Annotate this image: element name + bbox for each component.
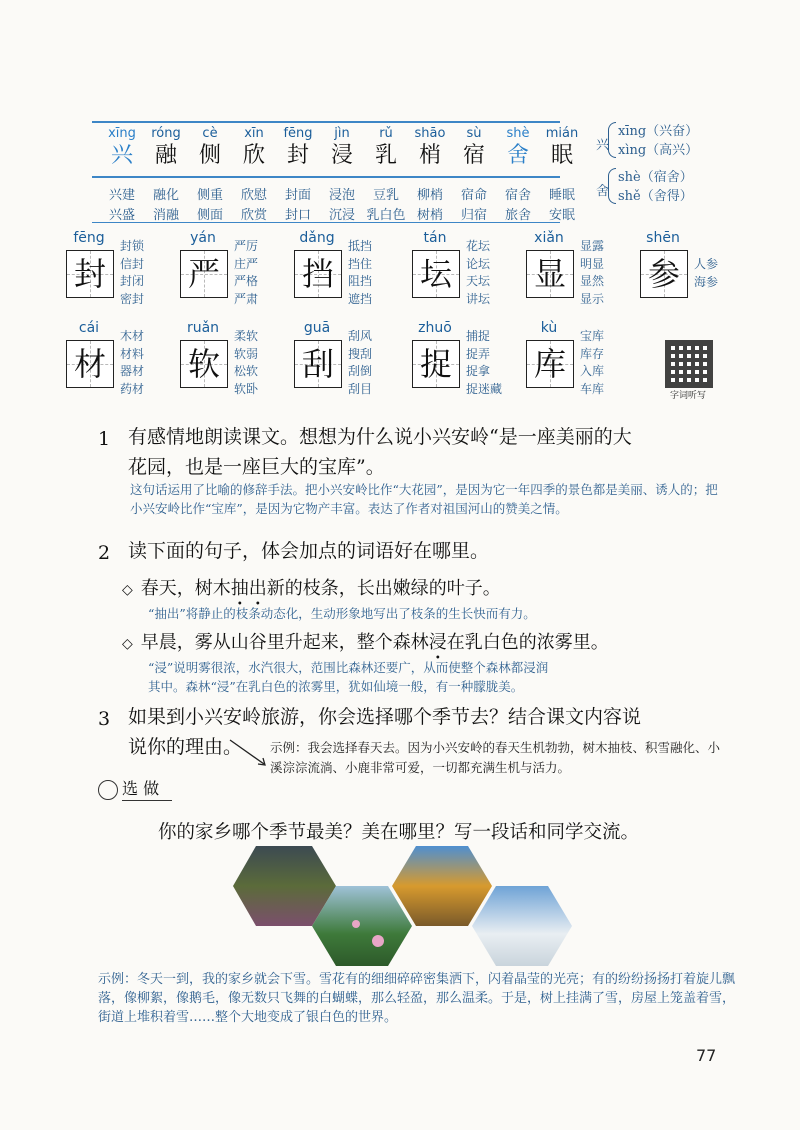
char-cell xyxy=(452,126,496,170)
pinyin: shè xyxy=(506,126,530,141)
vocab-word: 入库 xyxy=(580,364,605,378)
char-cell xyxy=(232,126,276,170)
vocab-word: 严格 xyxy=(234,274,259,288)
hanzi: 梢 xyxy=(418,143,441,168)
pinyin: shēn xyxy=(646,230,680,246)
pen-circle-icon xyxy=(98,780,118,800)
hexagon-photo-collage xyxy=(228,846,588,966)
vocab-word: 宿命 xyxy=(460,188,487,203)
char-cell xyxy=(540,126,584,170)
answer-3: 示例：我会选择春天去。因为小兴安岭的春天生机勃勃，树木抽枝、积雪融化、小溪淙淙流淌、小鹿非常可爱，一切都充满生机与活力。 xyxy=(270,740,721,775)
optional-label xyxy=(98,776,159,800)
vocab-word: 车库 xyxy=(580,381,605,396)
pinyin: tán xyxy=(423,230,447,246)
sentence-text: 春天，树木 xyxy=(140,578,231,599)
question-number: 3 xyxy=(98,708,111,730)
vocab-word: 柳梢 xyxy=(416,188,443,203)
pinyin: xiǎn xyxy=(534,230,564,246)
vocab-word: 明显 xyxy=(580,256,605,271)
vocab-word: 阻挡 xyxy=(348,274,373,288)
hanzi: 刮 xyxy=(301,345,334,383)
char-cell xyxy=(364,126,408,170)
vocab-word: 软卧 xyxy=(234,381,259,396)
vocab-word: 严肃 xyxy=(234,291,259,306)
polyphone-char: 舍 xyxy=(596,184,610,199)
vocab-word: 严厉 xyxy=(234,239,259,253)
hanzi: 坛 xyxy=(419,255,452,293)
words-row-2 xyxy=(100,204,584,223)
tian-grid-box xyxy=(66,340,114,388)
tian-grid-box xyxy=(180,250,228,298)
pinyin: xīng xyxy=(108,126,136,141)
pinyin: róng xyxy=(151,126,181,141)
char-cell xyxy=(188,126,232,170)
polyphone-reading: xìng（高兴） xyxy=(618,143,699,158)
tian-grid-box xyxy=(180,340,228,388)
pinyin: jìn xyxy=(334,126,350,141)
tian-grid-box xyxy=(640,250,688,298)
answer-line: “浸”说明雾很浓，水汽很大，范围比森林还要广，从而使整个森林都浸润 xyxy=(148,660,549,675)
hanzi: 封 xyxy=(73,255,106,293)
tian-grid-box xyxy=(66,250,114,298)
word-list xyxy=(580,238,604,308)
vocab-word: 讲坛 xyxy=(466,291,491,306)
hanzi: 欣 xyxy=(242,143,265,168)
vocab-word: 封面 xyxy=(284,188,311,203)
vocab-word: 旅舍 xyxy=(504,208,531,223)
pinyin: zhuō xyxy=(418,320,452,336)
vocab-word: 欣赏 xyxy=(240,208,267,223)
vocab-word: 欣慰 xyxy=(240,188,267,203)
vocab-word: 显露 xyxy=(580,239,605,253)
pinyin: yán xyxy=(190,230,216,246)
answer-2a: “抽出”将静止的枝条动态化，生动形象地写出了枝条的生长快而有力。 xyxy=(148,606,536,621)
word-list xyxy=(234,328,258,398)
pinyin: guā xyxy=(303,320,331,336)
char-cell xyxy=(276,126,320,170)
polyphone-reading: shè（宿舍） xyxy=(618,170,693,185)
vocab-word: 药材 xyxy=(120,381,145,396)
polyphone-she xyxy=(596,166,746,206)
hanzi: 软 xyxy=(187,345,220,383)
polyphone-reading: shě（舍得） xyxy=(618,189,693,204)
hanzi: 严 xyxy=(187,255,220,293)
char-cell xyxy=(144,126,188,170)
tian-grid-box xyxy=(294,250,342,298)
tian-grid-box xyxy=(294,340,342,388)
sentence-1 xyxy=(122,574,501,600)
pinyin: fēng xyxy=(283,126,313,141)
word-list xyxy=(120,238,144,308)
dotted-word: 抽 xyxy=(230,578,249,599)
question-line: 如果到小兴安岭旅游，你会选择哪个季节去？结合课文内容说 xyxy=(128,706,642,728)
question-line: 有感情地朗读课文。想想为什么说小兴安岭“是一座美丽的大 xyxy=(128,426,632,448)
vocab-word: 捉拿 xyxy=(466,364,491,378)
pinyin: kù xyxy=(540,320,558,336)
vocab-word: 浸泡 xyxy=(328,188,355,203)
vocab-word: 抵挡 xyxy=(348,239,373,253)
vocab-word: 侧面 xyxy=(196,208,223,223)
word-list xyxy=(466,328,502,398)
vocab-word: 信封 xyxy=(120,256,145,271)
tian-grid-box xyxy=(526,250,574,298)
question-1-text xyxy=(128,422,748,482)
diamond-icon: ◇ xyxy=(122,582,133,598)
vocab-word: 木材 xyxy=(120,329,145,343)
char-cell xyxy=(100,126,144,170)
word-list xyxy=(466,238,490,308)
vocab-word: 刮目 xyxy=(348,381,373,396)
hanzi: 乳 xyxy=(374,143,397,168)
answer-line: 其中。森林“浸”在乳白色的浓雾里，犹如仙境一般，有一种朦胧美。 xyxy=(148,679,524,694)
page-number: 77 xyxy=(696,1046,717,1065)
hanzi: 宿 xyxy=(462,143,485,168)
vocab-word: 刮风 xyxy=(348,329,373,343)
pinyin: mián xyxy=(545,126,579,141)
brace-icon xyxy=(608,168,616,204)
vocab-word: 松软 xyxy=(234,364,259,378)
dotted-word: 出 xyxy=(248,578,267,599)
hanzi: 浸 xyxy=(330,143,353,168)
hanzi: 库 xyxy=(533,345,566,383)
sentence-2 xyxy=(122,628,609,654)
hanzi: 显 xyxy=(533,255,566,293)
qr-caption: 字词听写 xyxy=(669,391,706,401)
hanzi: 侧 xyxy=(198,143,221,168)
qr-code-icon[interactable] xyxy=(665,340,713,388)
vocab-word: 捉弄 xyxy=(466,346,491,361)
pinyin: shāo xyxy=(414,126,446,141)
vocab-word: 人参 xyxy=(694,257,719,271)
vocab-word: 沉浸 xyxy=(328,208,355,223)
sentence-text: 早晨，雾从山谷里升起来，整个森林 xyxy=(140,632,429,653)
vocab-word: 封锁 xyxy=(120,239,145,253)
pinyin: rǔ xyxy=(379,126,393,141)
vocab-word: 兴建 xyxy=(108,188,135,203)
vocab-word: 睡眠 xyxy=(548,188,575,203)
vocab-word: 显示 xyxy=(580,291,605,306)
hanzi: 封 xyxy=(286,143,309,168)
hanzi: 融 xyxy=(154,143,177,168)
vocab-word: 遮挡 xyxy=(348,291,373,306)
vocab-word: 捕捉 xyxy=(466,329,491,343)
polyphone-char: 兴 xyxy=(596,138,610,153)
vocab-word: 材料 xyxy=(120,346,145,361)
vocab-word: 安眠 xyxy=(548,208,575,223)
vocab-word: 封口 xyxy=(284,208,311,223)
pinyin: ruǎn xyxy=(186,320,220,336)
header-rule-mid xyxy=(92,176,560,178)
char-cell xyxy=(496,126,540,170)
vocab-word: 海参 xyxy=(694,274,719,289)
question-2-text: 读下面的句子，体会加点的词语好在哪里。 xyxy=(128,540,490,562)
sentence-text: 新的枝条，长出嫩绿的叶子。 xyxy=(266,578,501,599)
question-line: 花园，也是一座巨大的宝库”。 xyxy=(128,456,385,478)
vocab-word: 乳白色 xyxy=(366,208,406,223)
optional-underline xyxy=(122,800,172,801)
vocab-word: 显然 xyxy=(580,274,605,288)
hanzi: 兴 xyxy=(110,143,133,168)
word-list xyxy=(120,328,144,398)
example-answer: 示例：冬天一到，我的家乡就会下雪。雪花有的细细碎碎密集洒下，闪着晶莹的光亮；有的纷纷扬扬打着旋儿飘落，像柳絮，像鹅毛，像无数只飞舞的白蝴蝶，那么轻盈，那么温柔。于是，树上挂满了雪，房屋上笼盖着雪，街道上堆积着雪……整个大地变成了银白色的世界。 xyxy=(98,972,736,1025)
vocab-word: 密封 xyxy=(120,291,145,306)
vocab-word: 花坛 xyxy=(466,239,491,253)
hanzi: 捉 xyxy=(419,345,452,383)
vocab-word: 捉迷藏 xyxy=(466,381,503,396)
word-list xyxy=(234,238,258,308)
vocab-word: 豆乳 xyxy=(372,188,399,203)
vocab-word: 庄严 xyxy=(234,256,259,271)
vocab-word: 树梢 xyxy=(416,208,443,223)
pinyin: xīn xyxy=(244,126,264,141)
vocab-word: 柔软 xyxy=(234,329,259,343)
vocab-word: 融化 xyxy=(152,188,179,203)
char-cell xyxy=(320,126,364,170)
vocab-word: 宝库 xyxy=(580,329,605,343)
answer-2b xyxy=(148,658,738,696)
pinyin: fēng xyxy=(73,230,105,246)
hanzi: 参 xyxy=(647,255,680,293)
hanzi: 材 xyxy=(73,345,106,383)
pinyin: dǎng xyxy=(299,230,335,246)
word-list xyxy=(580,328,604,398)
header-rule-top xyxy=(92,121,560,123)
vocab-word: 侧重 xyxy=(196,188,223,203)
pinyin: cè xyxy=(202,126,218,141)
autumn-trees-photo xyxy=(392,846,492,926)
pinyin: sù xyxy=(466,126,482,141)
optional-prompt: 你的家乡哪个季节最美？美在哪里？写一段话和同学交流。 xyxy=(158,822,640,843)
polyphone-reading: xīng（兴奋） xyxy=(618,124,699,139)
vocab-word: 消融 xyxy=(152,208,179,223)
vocab-word: 天坛 xyxy=(466,274,491,288)
dotted-word: 浸 xyxy=(428,632,447,653)
question-line: 说你的理由。 xyxy=(128,736,243,758)
words-row-1 xyxy=(100,184,584,203)
vocab-word: 软弱 xyxy=(234,346,259,361)
answer-1: 这句话运用了比喻的修辞手法。把小兴安岭比作“大花园”，是因为它一年四季的景色都是美丽、诱人的；把小兴安岭比作“宝库”，是因为它物产丰富。表达了作者对祖国河山的赞美之情。 xyxy=(130,482,718,516)
word-list xyxy=(348,328,372,398)
vocab-word: 论坛 xyxy=(466,256,491,271)
snow-scene-photo xyxy=(472,886,572,966)
word-list xyxy=(694,256,718,291)
hanzi: 舍 xyxy=(506,143,529,168)
arrow-icon xyxy=(228,738,270,768)
vocab-word: 搜刮 xyxy=(348,346,373,361)
char-cell xyxy=(408,126,452,170)
hanzi: 眠 xyxy=(550,143,573,168)
sentence-text: 在乳白色的浓雾里。 xyxy=(446,632,609,653)
vocab-word: 挡住 xyxy=(348,256,373,271)
vocab-word: 刮倒 xyxy=(348,364,373,378)
hanzi: 挡 xyxy=(301,255,334,293)
tian-grid-box xyxy=(412,250,460,298)
question-number: 2 xyxy=(98,542,111,564)
pinyin: cái xyxy=(78,320,100,336)
tian-grid-box xyxy=(526,340,574,388)
word-list xyxy=(348,238,372,308)
vocab-word: 器材 xyxy=(120,364,145,378)
recognize-char-row xyxy=(100,126,584,170)
vocab-word: 库存 xyxy=(580,346,605,361)
vocab-word: 归宿 xyxy=(460,208,487,223)
vocab-word: 兴盛 xyxy=(108,208,135,223)
tian-grid-box xyxy=(412,340,460,388)
optional-label-text: 选 做 xyxy=(122,779,160,798)
question-number: 1 xyxy=(98,428,111,450)
vocab-word: 封闭 xyxy=(120,274,145,288)
diamond-icon: ◇ xyxy=(122,636,133,652)
brace-icon xyxy=(608,122,616,158)
vocab-word: 宿舍 xyxy=(504,188,531,203)
polyphone-xing xyxy=(596,120,746,160)
